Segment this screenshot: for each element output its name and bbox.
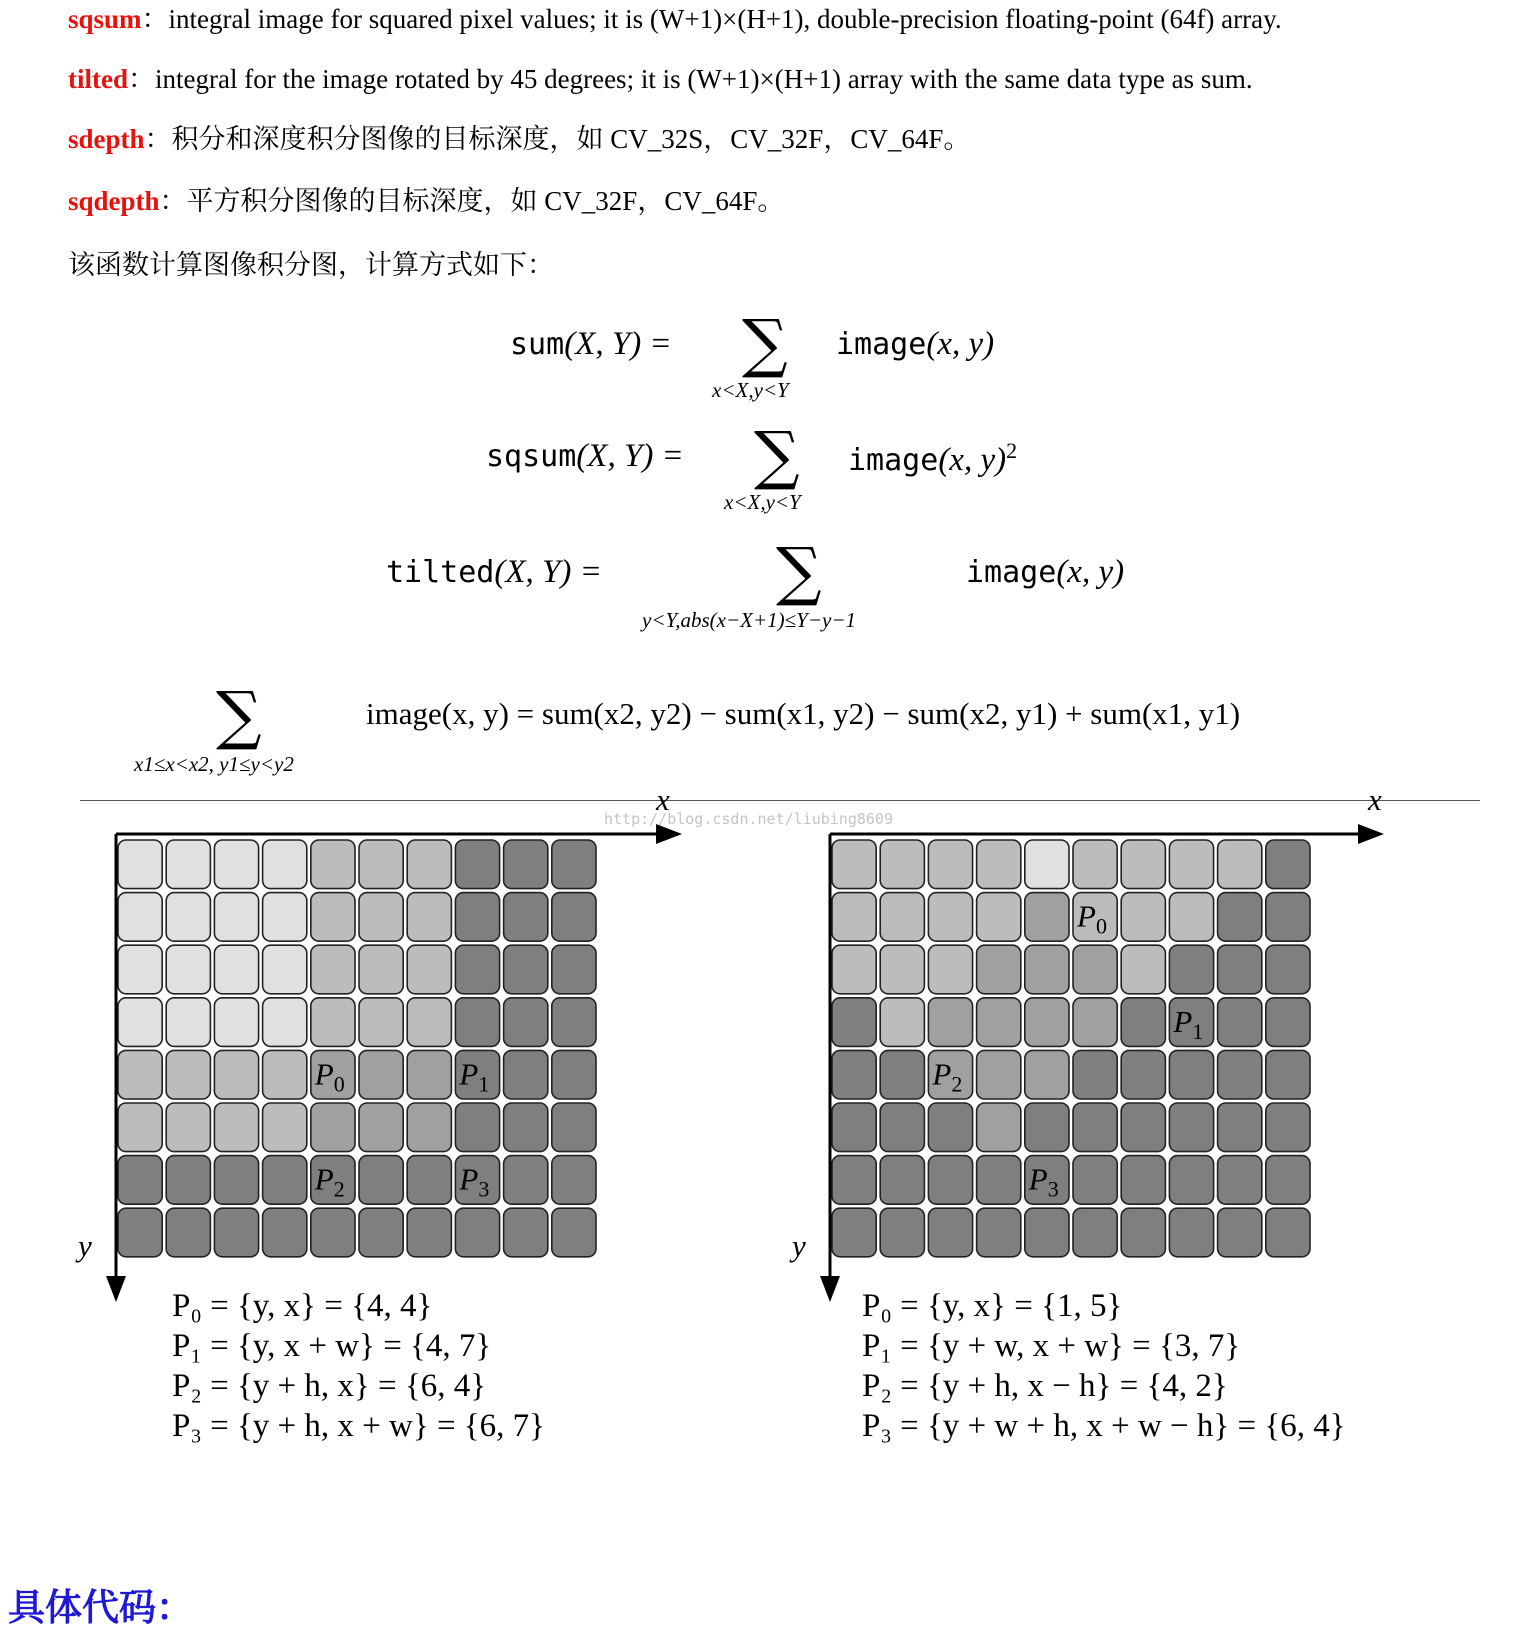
grid-cell — [1218, 998, 1262, 1047]
grid-cell — [407, 840, 451, 889]
point-label: $P_3$ — [1028, 1161, 1059, 1202]
formula-sqsum — [486, 438, 684, 475]
grid-cell — [880, 945, 924, 994]
grid-cell — [1025, 840, 1069, 889]
grid-cell — [1025, 1103, 1069, 1152]
grid-cells — [118, 840, 596, 1257]
formula-sum-rhs — [836, 326, 994, 363]
grid-cell — [166, 1050, 210, 1099]
grid-cell — [977, 1156, 1021, 1205]
param-tilted — [68, 62, 1253, 96]
grid-cell — [1218, 1050, 1262, 1099]
grid-cell — [880, 998, 924, 1047]
grid-cell — [359, 945, 403, 994]
grid-cell — [214, 840, 258, 889]
grid-cell — [880, 1103, 924, 1152]
param-sep: ： — [159, 186, 187, 216]
point-label: $P_3$ — [459, 1161, 490, 1202]
x-axis-label: x — [1368, 790, 1382, 817]
point-label: $P_0$ — [1077, 898, 1107, 939]
point-label: $P_0$ — [314, 1056, 345, 1097]
grid-cell — [214, 998, 258, 1047]
grid-cell — [1218, 840, 1262, 889]
param-desc: 平方积分图像的目标深度，如 CV_32F，CV_64F。 — [186, 186, 785, 216]
grid-cell — [1169, 1208, 1213, 1257]
equation-line: P₂ = {y + h, x − h} = {4, 2} — [862, 1368, 1228, 1404]
grid-cell — [1169, 1156, 1213, 1205]
grid-cell — [1266, 840, 1310, 889]
grid-cell — [166, 998, 210, 1047]
param-desc: integral image for squared pixel values; it is (W+1)×(H+1), double-precision floating-point (64f) array. — [168, 4, 1282, 34]
grid-cell — [118, 1050, 162, 1099]
grid-cell — [1266, 945, 1310, 994]
grid-cell — [118, 893, 162, 942]
grid-cell — [1073, 1050, 1117, 1099]
grid-cell — [311, 840, 355, 889]
point-subscript: 2 — [951, 1071, 963, 1097]
grid-cell — [928, 1156, 972, 1205]
grid-cell — [1121, 893, 1165, 942]
point-labels — [931, 899, 1203, 1202]
grid-cell — [832, 1208, 876, 1257]
formula-lhs-args: (X, Y) = — [494, 554, 602, 590]
grid-cell — [214, 893, 258, 942]
grid-cell — [832, 893, 876, 942]
grid-cell — [928, 840, 972, 889]
equation-line: P₀ = {y, x} = {4, 4} — [172, 1288, 433, 1324]
grid-cell — [263, 1156, 307, 1205]
grid-cell — [214, 1050, 258, 1099]
param-sep: ： — [141, 4, 169, 34]
grid-cell — [166, 1103, 210, 1152]
grid-cell — [552, 840, 596, 889]
x-axis-label: x — [656, 790, 670, 817]
formula-sqsum-rhs — [848, 438, 1017, 479]
formula-tilted-rhs — [966, 554, 1124, 591]
grid-cell — [1121, 998, 1165, 1047]
grid-cell — [263, 945, 307, 994]
grid-cell — [1073, 998, 1117, 1047]
grid-cell — [1218, 893, 1262, 942]
grid-cell — [1218, 1208, 1262, 1257]
param-sqdepth — [68, 184, 784, 218]
sigma-symbol: ∑ — [216, 679, 262, 753]
formula-lhs-args: (X, Y) = — [576, 438, 684, 474]
grid-cell — [832, 1156, 876, 1205]
formula-tilted — [386, 554, 602, 591]
grid-cell — [407, 893, 451, 942]
grid-cell — [928, 945, 972, 994]
grid-cell — [1169, 945, 1213, 994]
equation-line: P₁ = {y + w, x + w} = {3, 7} — [862, 1328, 1241, 1364]
grid-cell — [1073, 840, 1117, 889]
grid-cell — [118, 945, 162, 994]
equations-left — [172, 1286, 545, 1446]
grid-cell — [928, 893, 972, 942]
sigma-symbol: ∑ — [776, 535, 822, 609]
tilted-limit: y<Y,abs(x−X+1)≤Y−y−1 — [642, 608, 857, 632]
grid-cell — [977, 1103, 1021, 1152]
grid-cell — [407, 1050, 451, 1099]
grid-cell — [832, 945, 876, 994]
grid-cell — [504, 1208, 548, 1257]
grid-cell — [166, 1208, 210, 1257]
grid-cell — [166, 945, 210, 994]
point-subscript: 0 — [333, 1071, 345, 1097]
grid-cell — [263, 1208, 307, 1257]
sum-limit: x<X,y<Y — [712, 378, 789, 402]
point-label: $P_2$ — [314, 1161, 345, 1202]
grid-cell — [1169, 893, 1213, 942]
grid-cell — [311, 1208, 355, 1257]
grid-cell — [407, 1156, 451, 1205]
grid-cell — [552, 1050, 596, 1099]
formula-rhs-fn: image — [966, 555, 1057, 590]
formula-power: 2 — [1006, 438, 1018, 463]
grid-cell — [880, 1050, 924, 1099]
grid-cell — [1025, 998, 1069, 1047]
param-sqsum — [68, 2, 1282, 36]
grid-cell — [552, 1156, 596, 1205]
grid-cell — [359, 1156, 403, 1205]
grid-cell — [552, 1103, 596, 1152]
y-axis-label: y — [78, 1228, 92, 1263]
formula-lhs-args: (X, Y) = — [564, 326, 672, 362]
x-axis-arrow — [1358, 824, 1384, 844]
formula-rhs-args: (x, y) — [1056, 554, 1125, 590]
grid-cell — [1121, 1050, 1165, 1099]
grid-cell — [977, 1208, 1021, 1257]
grid-cell — [552, 893, 596, 942]
grid-cell — [552, 1208, 596, 1257]
grid-cell — [1218, 1156, 1262, 1205]
grid-cell — [832, 840, 876, 889]
equation-line: P₀ = {y, x} = {1, 5} — [862, 1288, 1123, 1324]
equation-line: P₁ = {y, x + w} = {4, 7} — [172, 1328, 492, 1364]
y-axis-arrow — [106, 1276, 126, 1302]
formula-rhs-fn: image — [836, 327, 927, 362]
grid-cell — [552, 945, 596, 994]
grid-cell — [880, 840, 924, 889]
grid-cell — [311, 945, 355, 994]
grid-cell — [1266, 1050, 1310, 1099]
grid-cell — [359, 1050, 403, 1099]
point-label: $P_1$ — [459, 1056, 490, 1097]
grid-cell — [359, 998, 403, 1047]
equations-right — [862, 1286, 1346, 1446]
grid-cell — [455, 840, 499, 889]
grid-cell — [832, 1103, 876, 1152]
grid-cell — [504, 998, 548, 1047]
grid-cell — [832, 1050, 876, 1099]
equation-line: P₃ = {y + h, x + w} = {6, 7} — [172, 1408, 545, 1444]
grid-cell — [880, 893, 924, 942]
grid-cell — [1266, 893, 1310, 942]
grid-cell — [1073, 1156, 1117, 1205]
formula-rhs-args: (x, y) — [938, 442, 1007, 478]
grid-cell — [263, 840, 307, 889]
grid-cell — [977, 998, 1021, 1047]
grid-cell — [504, 1156, 548, 1205]
point-subscript: 2 — [333, 1176, 345, 1202]
grid-cell — [977, 945, 1021, 994]
grid-cell — [359, 1208, 403, 1257]
grid-cell — [407, 945, 451, 994]
grid-cell — [1169, 1050, 1213, 1099]
param-sdepth — [68, 122, 970, 156]
formula-lhs-fn: sqsum — [486, 439, 577, 474]
grid-cell — [407, 1103, 451, 1152]
grid-cell — [455, 893, 499, 942]
grid-cell — [1121, 945, 1165, 994]
grid-cell — [977, 893, 1021, 942]
grid-cell — [977, 1050, 1021, 1099]
grid-cell — [928, 1103, 972, 1152]
grid-cell — [311, 1103, 355, 1152]
rect-limit: x1≤x<x2, y1≤y<y2 — [134, 752, 294, 776]
grid-cell — [214, 1103, 258, 1152]
grid-cell — [977, 840, 1021, 889]
grid-cell — [214, 1208, 258, 1257]
grid-cell — [359, 840, 403, 889]
x-axis-arrow — [656, 824, 682, 844]
formula-lhs-fn: sum — [510, 327, 565, 362]
formula-rect-rhs: image(x, y) = sum(x2, y2) − sum(x1, y2) − sum(x2, y1) + sum(x1, y1) — [366, 696, 1241, 731]
param-desc: integral for the image rotated by 45 degrees; it is (W+1)×(H+1) array with the same data type as sum. — [155, 64, 1253, 94]
point-label: $P_1$ — [1173, 1003, 1204, 1044]
grid-cell — [407, 1208, 451, 1257]
grid-cell — [1073, 1103, 1117, 1152]
grid-cells — [832, 840, 1310, 1257]
grid-cell — [1025, 1208, 1069, 1257]
y-axis-arrow — [820, 1276, 840, 1302]
grid-cell — [407, 998, 451, 1047]
grid-cell — [1073, 1208, 1117, 1257]
grid-cell — [311, 893, 355, 942]
grid-cell — [263, 893, 307, 942]
grid-cell — [455, 945, 499, 994]
formula-rhs-fn: image — [848, 443, 939, 478]
grid-cell — [214, 945, 258, 994]
grid-cell — [455, 1208, 499, 1257]
grid-cell — [359, 893, 403, 942]
sigma-symbol: ∑ — [754, 419, 800, 493]
grid-cell — [880, 1156, 924, 1205]
grid-cell — [166, 840, 210, 889]
grid-cell — [504, 945, 548, 994]
formula-rhs-args: (x, y) — [926, 326, 995, 362]
grid-cell — [832, 998, 876, 1047]
grid-cell — [1169, 1103, 1213, 1152]
point-subscript: 0 — [1095, 913, 1107, 939]
intro-text: 该函数计算图像积分图，计算方式如下： — [68, 250, 554, 280]
grid-cell — [118, 998, 162, 1047]
grid-cell — [1266, 998, 1310, 1047]
grid-cell — [359, 1103, 403, 1152]
grid-cell — [552, 998, 596, 1047]
sqsum-limit: x<X,y<Y — [724, 490, 801, 514]
grid-cell — [928, 998, 972, 1047]
point-subscript: 1 — [1192, 1018, 1204, 1044]
grid-cell — [214, 1156, 258, 1205]
grid-cell — [166, 893, 210, 942]
grid-cell — [263, 998, 307, 1047]
grid-cell — [504, 1103, 548, 1152]
grid-cell — [1218, 945, 1262, 994]
param-sep: ： — [128, 64, 155, 94]
param-sep: ： — [144, 124, 172, 154]
grid-cell — [118, 1103, 162, 1152]
grid-cell — [504, 1050, 548, 1099]
param-name: tilted — [68, 64, 128, 94]
grid-cell — [1266, 1208, 1310, 1257]
grid-cell — [263, 1050, 307, 1099]
grid-cell — [1121, 1208, 1165, 1257]
grid-cell — [1169, 840, 1213, 889]
grid-cell — [1121, 1103, 1165, 1152]
param-name: sqsum — [68, 4, 142, 34]
formula-sum — [510, 326, 672, 363]
param-name: sqdepth — [68, 186, 160, 216]
sigma-symbol: ∑ — [742, 307, 788, 381]
grid-cell — [1266, 1103, 1310, 1152]
grid-cell — [1025, 945, 1069, 994]
grid-cell — [455, 998, 499, 1047]
grid-cell — [1218, 1103, 1262, 1152]
grid-cell — [118, 1156, 162, 1205]
grid-cell — [504, 840, 548, 889]
param-desc: 积分和深度积分图像的目标深度，如 CV_32S，CV_32F，CV_64F。 — [171, 124, 971, 154]
grid-cell — [166, 1156, 210, 1205]
point-subscript: 3 — [478, 1176, 490, 1202]
y-axis-label: y — [792, 1228, 806, 1263]
point-subscript: 1 — [478, 1071, 490, 1097]
equation-line: P₂ = {y + h, x} = {6, 4} — [172, 1368, 487, 1404]
grid-cell — [118, 840, 162, 889]
grid-cell — [928, 1208, 972, 1257]
point-label: $P_2$ — [932, 1056, 963, 1097]
grid-cell — [118, 1208, 162, 1257]
grid-cell — [1266, 1156, 1310, 1205]
grid-cell — [1073, 945, 1117, 994]
grid-cell — [263, 1103, 307, 1152]
watermark: http://blog.csdn.net/liubing8609 — [604, 810, 893, 828]
equation-line: P₃ = {y + w + h, x + w − h} = {6, 4} — [862, 1408, 1346, 1444]
grid-cell — [1025, 893, 1069, 942]
grid-cell — [1025, 1050, 1069, 1099]
grid-cell — [880, 1208, 924, 1257]
point-subscript: 3 — [1047, 1176, 1059, 1202]
section-heading: 具体代码： — [8, 1585, 193, 1629]
grid-cell — [455, 1103, 499, 1152]
grid-cell — [504, 893, 548, 942]
grid-cell — [311, 998, 355, 1047]
grid-cell — [1121, 840, 1165, 889]
formula-lhs-fn: tilted — [386, 555, 495, 590]
param-name: sdepth — [68, 124, 145, 154]
grid-cell — [1121, 1156, 1165, 1205]
